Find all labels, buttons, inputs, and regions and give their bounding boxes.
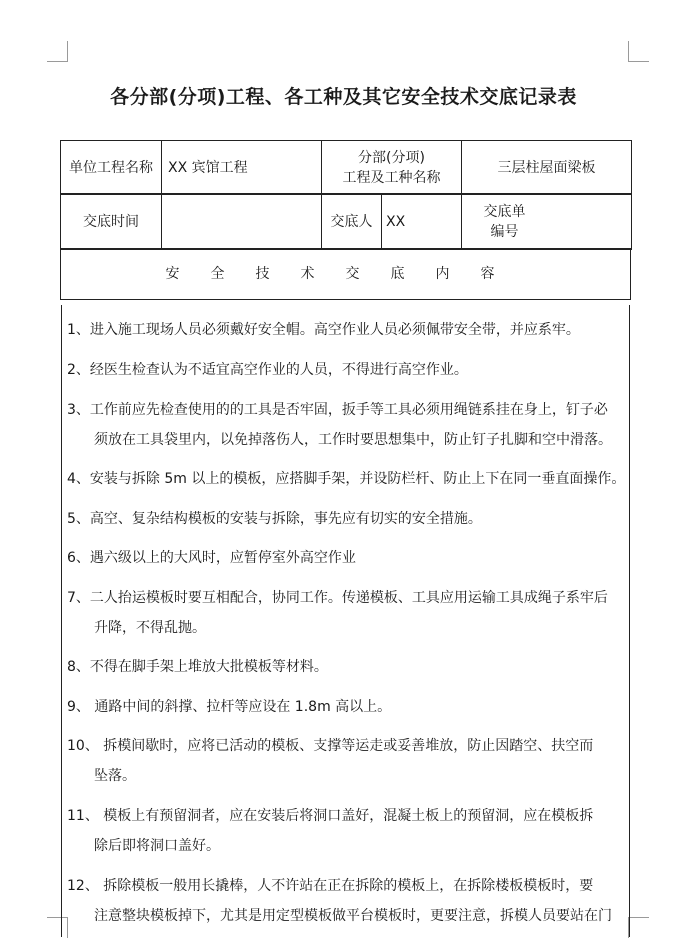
list-item-text: 2、经医生检查认为不适宜高空作业的人员，不得进行高空作业。 [67, 362, 468, 378]
list-item-continuation: 坠落。 [94, 768, 136, 784]
subitem-value: 三层柱屋面梁板 [462, 141, 632, 195]
header-row-time [61, 194, 632, 250]
list-item-1 [67, 315, 627, 345]
subitem-label-line1: 分部(分项) [358, 149, 425, 166]
subitem-label-line2: 工程及工种名称 [342, 169, 441, 186]
doc-no-label [462, 202, 547, 242]
list-item-3 [67, 395, 627, 455]
list-item-continuation: 升降，不得乱抛。 [94, 620, 206, 636]
list-item-text: 12、 拆除模板一般用长撬棒，人不许站在正在拆除的模板上，在拆除楼板模板时，要 [67, 878, 594, 894]
person-label: 交底人 [322, 194, 382, 250]
record-table [60, 140, 632, 195]
list-item-continuation: 除后即将洞口盖好。 [94, 838, 220, 854]
record-table-row2 [60, 193, 632, 250]
list-item-text: 4、安装与拆除 5m 以上的模板，应搭脚手架，并设防栏杆、防止上下在同一垂直面操作。 [67, 471, 626, 487]
time-label: 交底时间 [61, 194, 162, 250]
list-item-11 [67, 801, 627, 861]
section-title: 安全技术交底内容 [61, 249, 631, 300]
list-item-text: 1、进入施工现场人员必须戴好安全帽。高空作业人员必须佩带安全带，并应系牢。 [67, 322, 580, 338]
doc-no-label-line1: 交底单 [483, 203, 526, 220]
list-item-text: 11、 模板上有预留洞者，应在安装后将洞口盖好，混凝土板上的预留洞，应在模板拆 [67, 808, 594, 824]
list-item-4 [67, 464, 627, 494]
document-title: 各分部(分项)工程、各工种及其它安全技术交底记录表 [110, 86, 577, 108]
disclosure-content [61, 305, 630, 937]
list-item-10 [67, 731, 627, 791]
person-value: XX [382, 194, 462, 250]
list-item-6 [67, 543, 627, 573]
list-item-8 [67, 652, 627, 682]
list-item-text: 9、 通路中间的斜撑、拉杆等应设在 1.8m 高以上。 [67, 699, 392, 715]
list-item-7 [67, 583, 627, 643]
list-item-text: 6、遇六级以上的大风时，应暂停室外高空作业 [67, 550, 356, 566]
list-item-5 [67, 504, 627, 534]
header-row-project [61, 141, 632, 195]
time-value [162, 194, 322, 250]
list-item-text: 3、工作前应先检查使用的的工具是否牢固，扳手等工具必须用绳链系挂在身上，钉子必 [67, 402, 608, 418]
crop-mark-top-left [47, 41, 68, 62]
doc-no-label-line2: 编号 [490, 223, 519, 240]
list-item-text: 10、 拆模间歇时，应将已活动的模板、支撑等运走或妥善堆放，防止因踏空、扶空而 [67, 738, 594, 754]
list-item-continuation: 须放在工具袋里内，以免掉落伤人，工作时要思想集中，防止钉子扎脚和空中滑落。 [94, 432, 612, 448]
section-title-row [61, 249, 631, 300]
list-item-9 [67, 692, 627, 722]
record-table-row3 [60, 248, 631, 300]
list-item-continuation: 注意整块模板掉下，尤其是用定型模板做平台模板时，更要注意，拆模人员要站在门 [94, 908, 612, 924]
list-item-text: 7、二人抬运模板时要互相配合，协同工作。传递模板、工具应用运输工具成绳子系牢后 [67, 590, 608, 606]
list-item-2 [67, 355, 627, 385]
project-name-label: 单位工程名称 [61, 141, 162, 195]
list-item-text: 5、高空、复杂结构模板的安装与拆除，事先应有切实的安全措施。 [67, 511, 482, 527]
subitem-label [322, 141, 462, 195]
list-item-12 [67, 871, 627, 931]
crop-mark-bottom-right [628, 917, 649, 938]
list-item-text: 8、不得在脚手架上堆放大批模板等材料。 [67, 659, 328, 675]
doc-no-cell [462, 194, 632, 250]
project-name-value: XX 宾馆工程 [162, 141, 322, 195]
crop-mark-top-right [628, 41, 649, 62]
